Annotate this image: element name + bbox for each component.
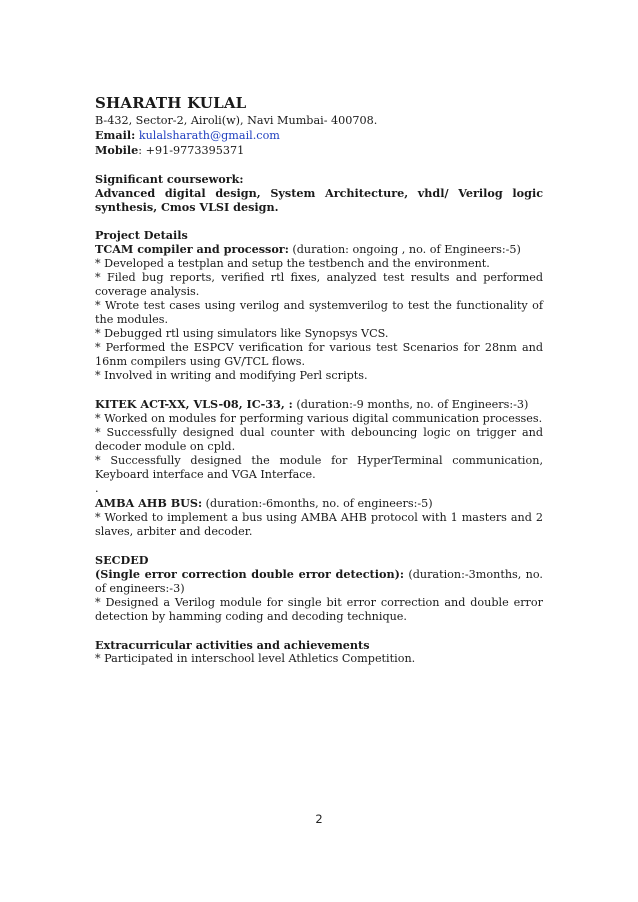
amba-bullet: * Worked to implement a bus using AMBA AHB protocol with 1 masters and 2 slaves, arbiter and decoder.: [95, 511, 543, 538]
coursework-heading: Significant coursework:: [95, 172, 244, 186]
tcam-bullet: * Developed a testplan and setup the testbench and the environment.: [95, 257, 490, 270]
kitek-bullet: * Successfully designed dual counter with debouncing logic on trigger and decoder module on cpld.: [95, 426, 543, 453]
extracurricular-bullet: * Participated in interschool level Athletics Competition.: [95, 652, 416, 665]
spacer: [95, 539, 543, 553]
extracurricular-heading: Extracurricular activities and achievements: [95, 638, 370, 652]
mobile-value: : +91-9773395371: [138, 144, 245, 157]
secded-title: SECDED: [95, 553, 149, 567]
spacer: [95, 383, 543, 397]
email-link[interactable]: kulalsharath@gmail.com: [138, 129, 280, 142]
amba-title: AMBA AHB BUS:: [95, 496, 203, 510]
mobile-label: Mobile: [95, 143, 139, 157]
spacer: [95, 214, 543, 228]
page-number: 2: [315, 812, 323, 826]
resume-page: [95, 94, 543, 666]
kitek-title: KITEK ACT-XX, VLS-08, IC-33, :: [95, 397, 293, 411]
spacer: [95, 158, 543, 172]
address: B-432, Sector-2, Airoli(w), Navi Mumbai- 400708.: [95, 114, 378, 127]
kitek-meta: (duration:-9 months, no. of Engineers:-3): [292, 398, 529, 411]
candidate-name: SHARATH KULAL: [95, 94, 247, 112]
tcam-bullet: * Involved in writing and modifying Perl scripts.: [95, 369, 368, 382]
tcam-title: TCAM compiler and processor:: [95, 242, 289, 256]
kitek-project-title-line: [95, 397, 543, 412]
mobile-line: [95, 143, 543, 158]
amba-project-title-line: [95, 496, 543, 511]
secded-bullet: * Designed a Verilog module for single bit error correction and double error detection by hamming coding and decoding technique.: [95, 596, 543, 623]
tcam-bullet: * Performed the ESPCV verification for various test Scenarios for 28nm and 16nm compilers using GV/TCL flows.: [95, 341, 543, 368]
tcam-bullet: * Filed bug reports, verified rtl fixes, analyzed test results and performed coverage analysis.: [95, 271, 543, 298]
tcam-meta: (duration: ongoing , no. of Engineers:-5): [288, 243, 521, 256]
amba-meta: (duration:-6months, no. of engineers:-5): [202, 497, 433, 510]
coursework-text: Advanced digital design, System Architecture, vhdl/ Verilog logic synthesis, Cmos VLSI design.: [95, 186, 543, 214]
tcam-project-title-line: [95, 242, 543, 257]
email-line: [95, 128, 543, 143]
kitek-bullet: * Successfully designed the module for HyperTerminal communication, Keyboard interface and VGA Interface.: [95, 454, 543, 481]
secded-subtitle: (Single error correction double error detection):: [95, 567, 404, 581]
kitek-bullet: * Worked on modules for performing various digital communication processes.: [95, 412, 543, 425]
tcam-bullet: * Debugged rtl using simulators like Synopsys VCS.: [95, 327, 389, 340]
tcam-bullet: * Wrote test cases using verilog and systemverilog to test the functionality of the modules.: [95, 299, 543, 326]
project-details-heading: Project Details: [95, 228, 188, 242]
secded-meta: (duration:-3months, no. of engineers:-3): [95, 568, 543, 595]
separator-dot: .: [95, 482, 99, 495]
email-label: Email:: [95, 128, 136, 142]
spacer: [95, 624, 543, 638]
secded-subtitle-line: [95, 567, 543, 596]
